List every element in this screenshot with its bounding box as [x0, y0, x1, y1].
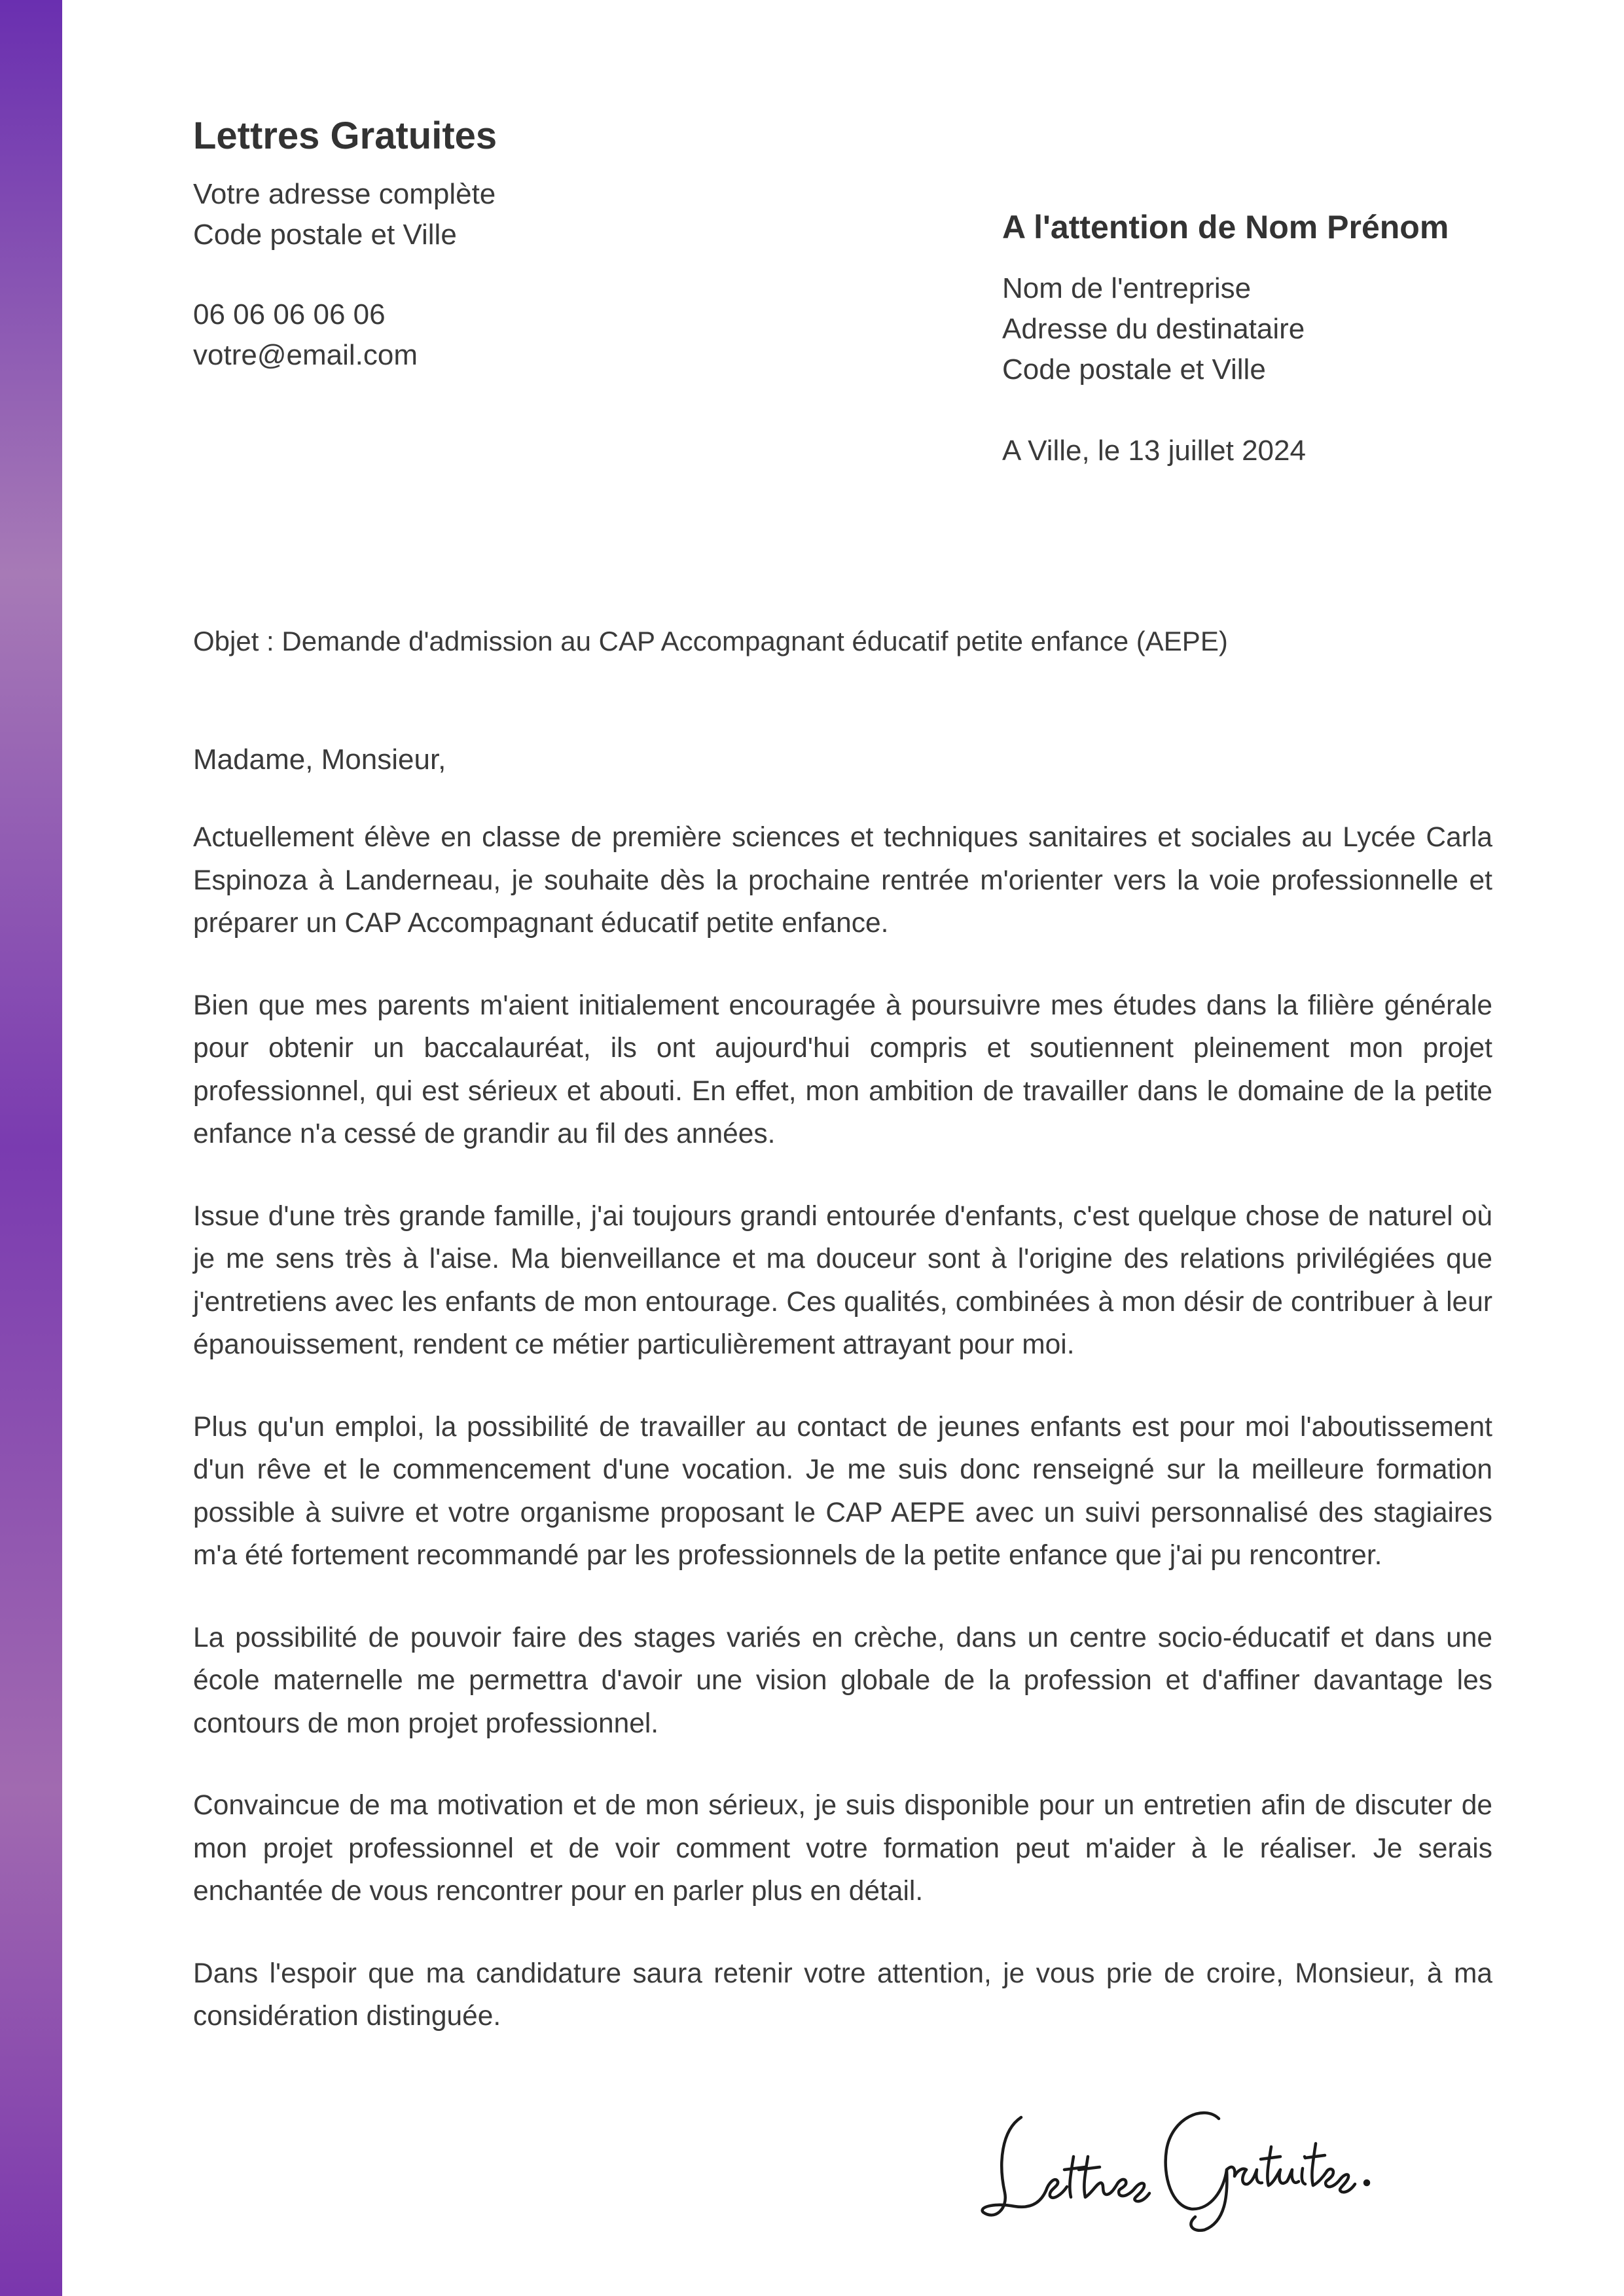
decorative-side-band	[0, 0, 62, 2296]
recipient-block	[1002, 204, 1578, 471]
recipient-city: Code postale et Ville	[1002, 353, 1266, 386]
closing-paragraph: Dans l'espoir que ma candidature saura retenir votre attention, je vous prie de croire, Monsieur, à ma considération distinguée.	[193, 1958, 1492, 2032]
sender-city: Code postale et Ville	[193, 219, 457, 251]
paragraph: Plus qu'un emploi, la possibilité de travailler au contact de jeunes enfants est pour moi l'aboutissement d'un rêve et le commencement d'une vocation. Je me suis donc renseigné sur la meilleure formation possible à suivre et votre organisme proposant le CAP AEPE avec un suivi personnalisé des stagiaires m'a été fortement recommandé par les professionnels de la petite enfance que j'ai pu rencontrer.	[193, 1411, 1492, 1571]
sender-block	[193, 113, 782, 376]
paragraph: Issue d'une très grande famille, j'ai toujours grandi entourée d'enfants, c'est quelque chose de naturel où je me sens très à l'aise. Ma bienveillance et ma douceur sont à l'origine des relations privilégiées que j'entretiens avec les enfants de mon entourage. Ces qualités, combinées à mon désir de contribuer à leur épanouissement, rendent ce métier particulièrement attrayant pour moi.	[193, 1200, 1492, 1360]
recipient-company: Nom de l'entreprise	[1002, 272, 1252, 304]
recipient-attention: A l'attention de Nom Prénom	[1002, 209, 1449, 245]
sender-email: votre@email.com	[193, 339, 418, 371]
sender-phone: 06 06 06 06 06	[193, 298, 386, 331]
signature	[975, 2078, 1394, 2235]
recipient-address: Adresse du destinataire	[1002, 313, 1305, 345]
sender-name: Lettres Gratuites	[193, 115, 497, 157]
paragraph: Bien que mes parents m'aient initialement encouragée à poursuivre mes études dans la filière générale pour obtenir un baccalauréat, ils ont aujourd'hui compris et soutiennent pleinement mon projet professionnel, qui est sérieux et abouti. En effet, mon ambition de travailler dans le domaine de la petite enfance n'a cessé de grandir au fil des années.	[193, 990, 1492, 1149]
sender-address: Votre adresse complète	[193, 178, 496, 210]
letter-body	[193, 738, 1492, 2077]
paragraph: Convaincue de ma motivation et de mon sérieux, je suis disponible pour un entretien afin de discuter de mon projet professionnel et de voir comment votre formation peut m'aider à le réaliser. Je serais enchantée de vous rencontrer pour en parler plus en détail.	[193, 1790, 1492, 1907]
letter-date: A Ville, le 13 juillet 2024	[1002, 435, 1306, 467]
letter-subject: Objet : Demande d'admission au CAP Accompagnant éducatif petite enfance (AEPE)	[193, 626, 1228, 656]
salutation: Madame, Monsieur,	[193, 744, 446, 776]
paragraph: Actuellement élève en classe de première sciences et techniques sanitaires et sociales au Lycée Carla Espinoza à Landerneau, je souhaite dès la prochaine rentrée m'orienter vers la voie professionnelle et préparer un CAP Accompagnant éducatif petite enfance.	[193, 822, 1492, 939]
signature-drawing	[975, 2078, 1394, 2235]
paragraph: La possibilité de pouvoir faire des stages variés en crèche, dans un centre socio-éducatif et dans une école maternelle me permettra d'avoir une vision globale de la profession et d'affiner davantage les contours de mon projet professionnel.	[193, 1622, 1492, 1739]
